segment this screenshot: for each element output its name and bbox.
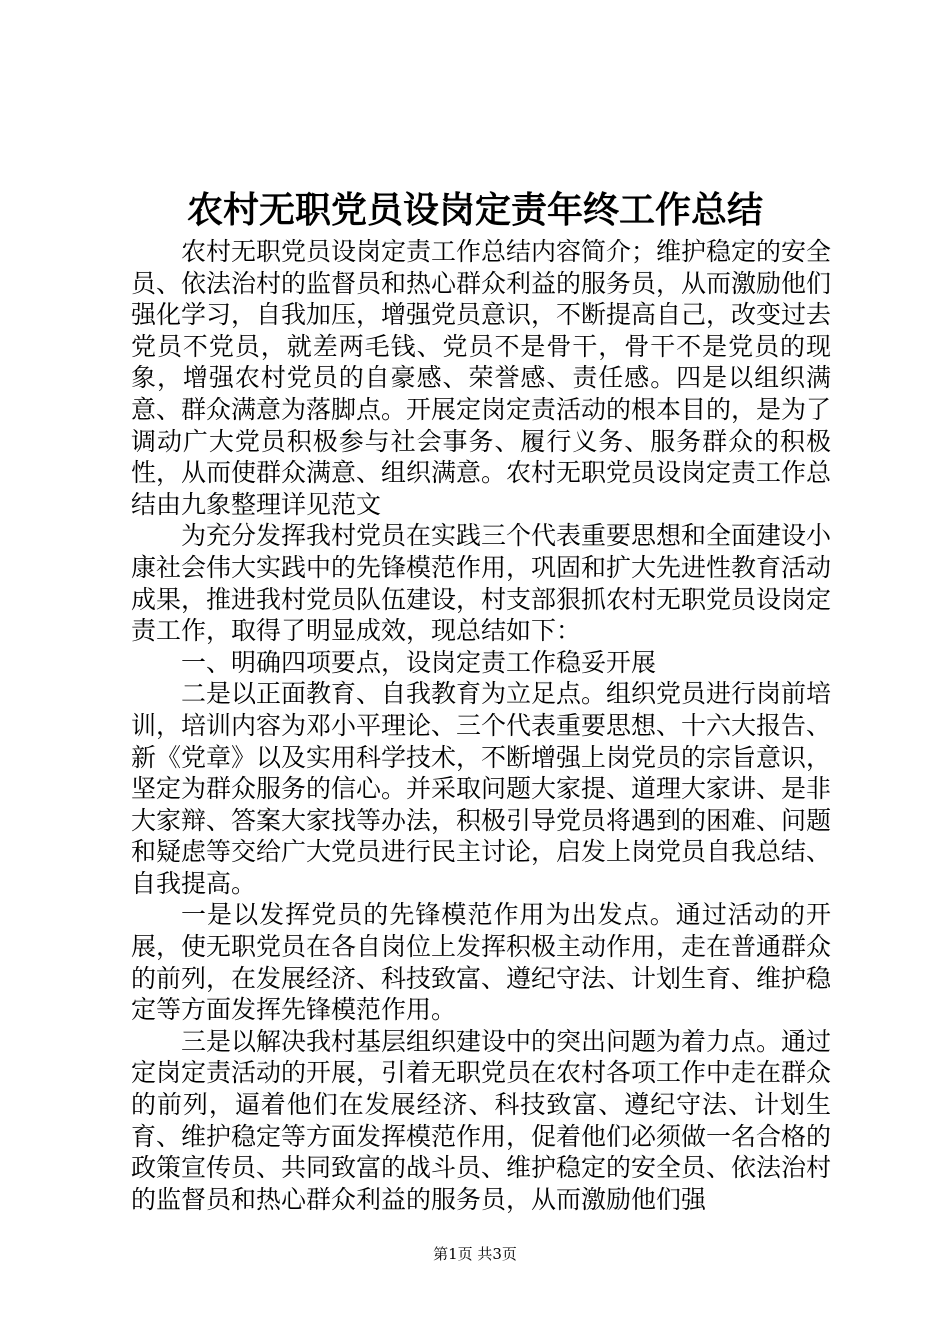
document-body xyxy=(131,236,831,1215)
paragraph-point-three: 三是以解决我村基层组织建设中的突出问题为着力点。通过定岗定责活动的开展，引着无职党员在农村各项工作中走在群众的前列，逼着他们在发展经济、科技致富、遵纪守法、计划生育、维护稳定等方面发挥模范作用，促着他们必须做一名合格的政策宣传员、共同致富的战斗员、维护稳定的安全员、依法治村的监督员和热心群众利益的服务员，从而激励他们强 xyxy=(131,1026,832,1214)
paragraph-point-two: 二是以正面教育、自我教育为立足点。组织党员进行岗前培训，培训内容为邓小平理论、三个代表重要思想、十六大报告、新《党章》以及实用科学技术，不断增强上岗党员的宗旨意识，坚定为群众服务的信心。并采取问题大家提、道理大家讲、是非大家辩、答案大家找等办法，积极引导党员将遇到的困难、问题和疑虑等交给广大党员进行民主讨论，启发上岗党员自我总结、自我提高。 xyxy=(131,679,832,898)
page-footer: 第1页 共3页 xyxy=(433,1245,517,1263)
document-title: 农村无职党员设岗定责年终工作总结 xyxy=(186,189,763,231)
paragraph-point-one: 一是以发挥党员的先锋模范作用为出发点。通过活动的开展，使无职党员在各自岗位上发挥积极主动作用，走在普通群众的前列，在发展经济、科技致富、遵纪守法、计划生育、维护稳定等方面发挥先锋模范作用。 xyxy=(131,900,832,1025)
paragraph-summary: 农村无职党员设岗定责工作总结内容简介；维护稳定的安全员、依法治村的监督员和热心群众利益的服务员，从而激励他们强化学习，自我加压，增强党员意识，不断提高自己，改变过去党员不党员，就差两毛钱、党员不是骨干，骨干不是党员的现象，增强农村党员的自豪感、荣誉感、责任感。四是以组织满意、群众满意为落脚点。开展定岗定责活动的根本目的，是为了调动广大党员积极参与社会事务、履行义务、服务群众的积极性，从而使群众满意、组织满意。农村无职党员设岗定责工作总结由九象整理详见范文 xyxy=(131,237,832,519)
section-heading: 一、明确四项要点，设岗定责工作稳妥开展 xyxy=(181,647,657,677)
paragraph-intro: 为充分发挥我村党员在实践三个代表重要思想和全面建设小康社会伟大实践中的先锋模范作用，巩固和扩大先进性教育活动成果，推进我村党员队伍建设，村支部狠抓农村无职党员设岗定责工作，取得了明显成效，现总结如下： xyxy=(131,521,832,646)
